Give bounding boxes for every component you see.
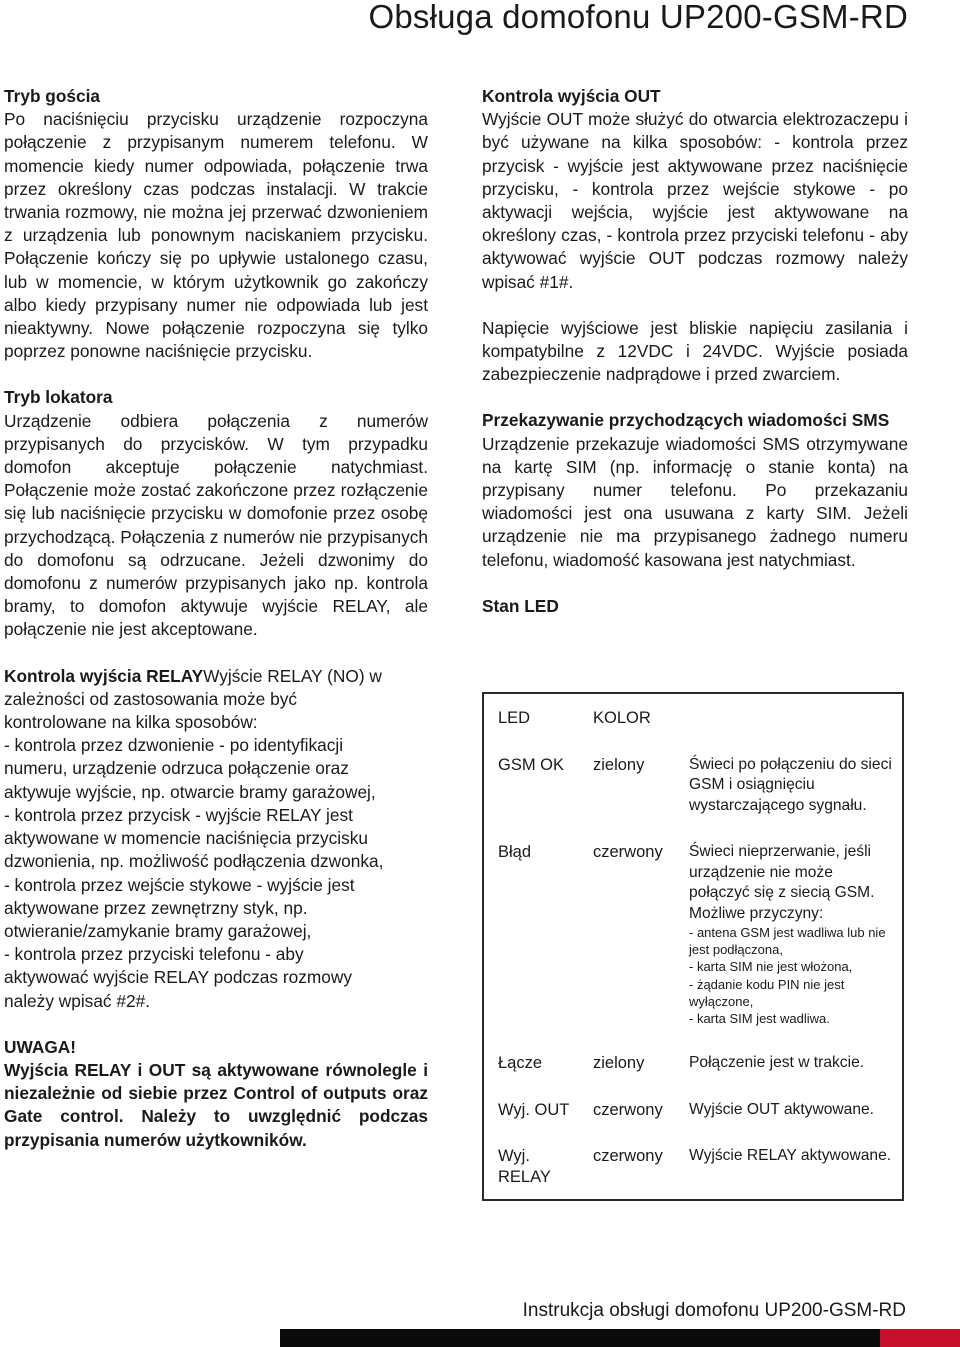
footer-caption: Instrukcja obsługi domofonu UP200-GSM-RD [522, 1300, 906, 1321]
led-color: czerwony [593, 1147, 663, 1166]
relay-line: numeru, urządzenie odrzuca połączenie oraz [4, 758, 349, 779]
led-description: Wyjście RELAY aktywowane. [689, 1147, 892, 1165]
relay-line: - kontrola przez przycisk - wyjście RELAY jest [4, 804, 353, 825]
led-name: Wyj. OUT [498, 1100, 570, 1119]
table-row [483, 828, 903, 1039]
page-title: Obsługa domofonu UP200-GSM-RD [368, 0, 908, 35]
cause-item: - antena GSM jest wadliwa lub nie jest podłączona, [689, 925, 886, 958]
relay-line: zależności od zastosowania może być [4, 688, 297, 709]
led-name: Błąd [498, 843, 532, 861]
led-name: Łącze [498, 1054, 543, 1073]
voltage-text: Napięcie wyjściowe jest bliskie napięciu zasilania i kompatybilne z 12VDC i 24VDC. Wyjście posiada zabezpieczenie nadprądowe i przed zwarciem. [482, 317, 908, 385]
table-row [483, 741, 903, 829]
relay-line: otwieranie/zamykanie bramy garażowej, [4, 920, 312, 941]
sms-heading: Przekazywanie przychodzących wiadomości SMS [482, 410, 890, 431]
led-description: Świeci nieprzerwanie, jeśli urządzenie nie może połączyć się z siecią GSM. Możliwe przyczyny: [689, 843, 875, 922]
out-control-heading: Kontrola wyjścia OUT [482, 86, 661, 106]
led-color: czerwony [593, 1100, 663, 1119]
guest-mode-text: Po naciśnięciu przycisku urządzenie rozpoczyna połączenie z przypisanym numerem telefonu. W momencie kiedy numer odpowiada, połączenie trwa przez określony czas podczas instalacji. W trakcie trwania rozmowy, nie można jej przerwać dzwonieniem z urządzenia lub ponownym naciskaniem przycisku. Połączenie kończy się po upływie ustalonego czasu, lub w momencie, w którym użytkownik go zakończy albo kiedy przypisany numer nie odpowiada lub jest nieaktywny. Nowe połączenie rozpoczyna się tylko poprzez ponowne naciśnięcie przycisku. [4, 109, 428, 362]
tenant-mode-heading: Tryb lokatora [4, 387, 113, 408]
right-column [482, 85, 908, 618]
led-name: Wyj. RELAY [498, 1147, 551, 1186]
relay-line: kontrolowane na kilka sposobów: [4, 712, 258, 733]
led-status-heading: Stan LED [482, 595, 559, 616]
relay-section [4, 665, 428, 1013]
relay-line: - kontrola przez dzwonienie - po identyfikacji [4, 735, 344, 756]
relay-line: należy wpisać #2#. [4, 990, 151, 1011]
relay-line: - kontrola przez wejście stykowe - wyjście jest [4, 874, 355, 895]
relay-line: aktywowane przez zewnętrzny styk, np. [4, 897, 308, 918]
relay-line: - kontrola przez przyciski telefonu - aby [4, 944, 304, 965]
led-description: Połączenie jest w trakcie. [689, 1054, 865, 1072]
left-column [4, 85, 428, 1152]
relay-heading: Kontrola wyjścia RELAY [4, 665, 204, 686]
led-color: czerwony [593, 843, 663, 861]
led-color: zielony [593, 755, 645, 774]
header-color: KOLOR [593, 709, 651, 727]
header-led: LED [498, 709, 531, 727]
table-header-row [483, 693, 903, 741]
led-description-cell [673, 828, 903, 1039]
relay-line: dzwonienia, np. możliwość podłączenia dzwonka, [4, 851, 384, 872]
footer-bar-red [880, 1329, 960, 1347]
led-status-table [482, 692, 904, 1201]
tenant-mode-text: Urządzenie odbiera połączenia z numerów przypisanych do przycisków. W tym przypadku domofon akceptuje połączenie natychmiast. Połączenie może zostać zakończone przez rozłączenie się lub naciśnięcie przycisku w domofonie przez osobę przychodzącą. Połączenia z numerów nie przypisanych do domofonu są odrzucane. Jeżeli dzwonimy do domofonu z numerów przypisanych jako np. kontrola bramy, to domofon aktywuje wyjście RELAY, ale połączenie nie jest akceptowane. [4, 410, 428, 640]
relay-line: Wyjście RELAY (NO) w [203, 665, 382, 686]
led-description: Świeci po połączeniu do sieci GSM i osiągnięciu wystarczającego sygnału. [689, 755, 892, 814]
out-control-text: Wyjście OUT może służyć do otwarcia elektrozaczepu i być używane na kilka sposobów: - kontrola przez przycisk - wyjście jest aktywowane przez naciśnięcie przycisku, - kontrola przez wejście stykowe - po aktywacji wejścia, wyjście jest aktywowane na określony czas, - kontrola przez przyciski telefonu - aby aktywować wyjście OUT podczas rozmowy należy wpisać #1#. [482, 109, 908, 292]
relay-line: aktywować wyjście RELAY podczas rozmowy [4, 967, 352, 988]
sms-text: Urządzenie przekazuje wiadomości SMS otrzymywane na kartę SIM (np. informację o stanie konta) na przypisany numer telefonu. Po przekazaniu wiadomości jest ona usuwana z karty SIM. Jeżeli urządzenie nie ma przypisanego żadnego numeru telefonu, wiadomość kasowana jest natychmiast. [482, 433, 908, 570]
cause-item: - karta SIM jest wadliwa. [689, 1011, 830, 1027]
relay-line: aktywuje wyjście, np. otwarcie bramy garażowej, [4, 781, 376, 802]
table-row [483, 1086, 903, 1133]
led-name: GSM OK [498, 755, 565, 774]
led-description: Wyjście OUT aktywowane. [689, 1100, 875, 1118]
relay-line: aktywowane w momencie naciśnięcia przycisku [4, 828, 369, 849]
table-row [483, 1132, 903, 1200]
led-color: zielony [593, 1054, 645, 1073]
table-row [483, 1039, 903, 1086]
cause-item: - żądanie kodu PIN nie jest wyłączone, [689, 976, 845, 1009]
warning-text: Wyjścia RELAY i OUT są aktywowane równolegle i niezależnie od siebie przez Control of outputs oraz Gate control. Należy to uwzględnić podczas przypisania numerów użytkowników. [4, 1059, 428, 1150]
guest-mode-heading: Tryb gościa [4, 86, 101, 106]
warning-heading: UWAGA! [4, 1036, 76, 1057]
footer-bar-black [280, 1329, 880, 1347]
cause-item: - karta SIM nie jest włożona, [689, 959, 853, 975]
